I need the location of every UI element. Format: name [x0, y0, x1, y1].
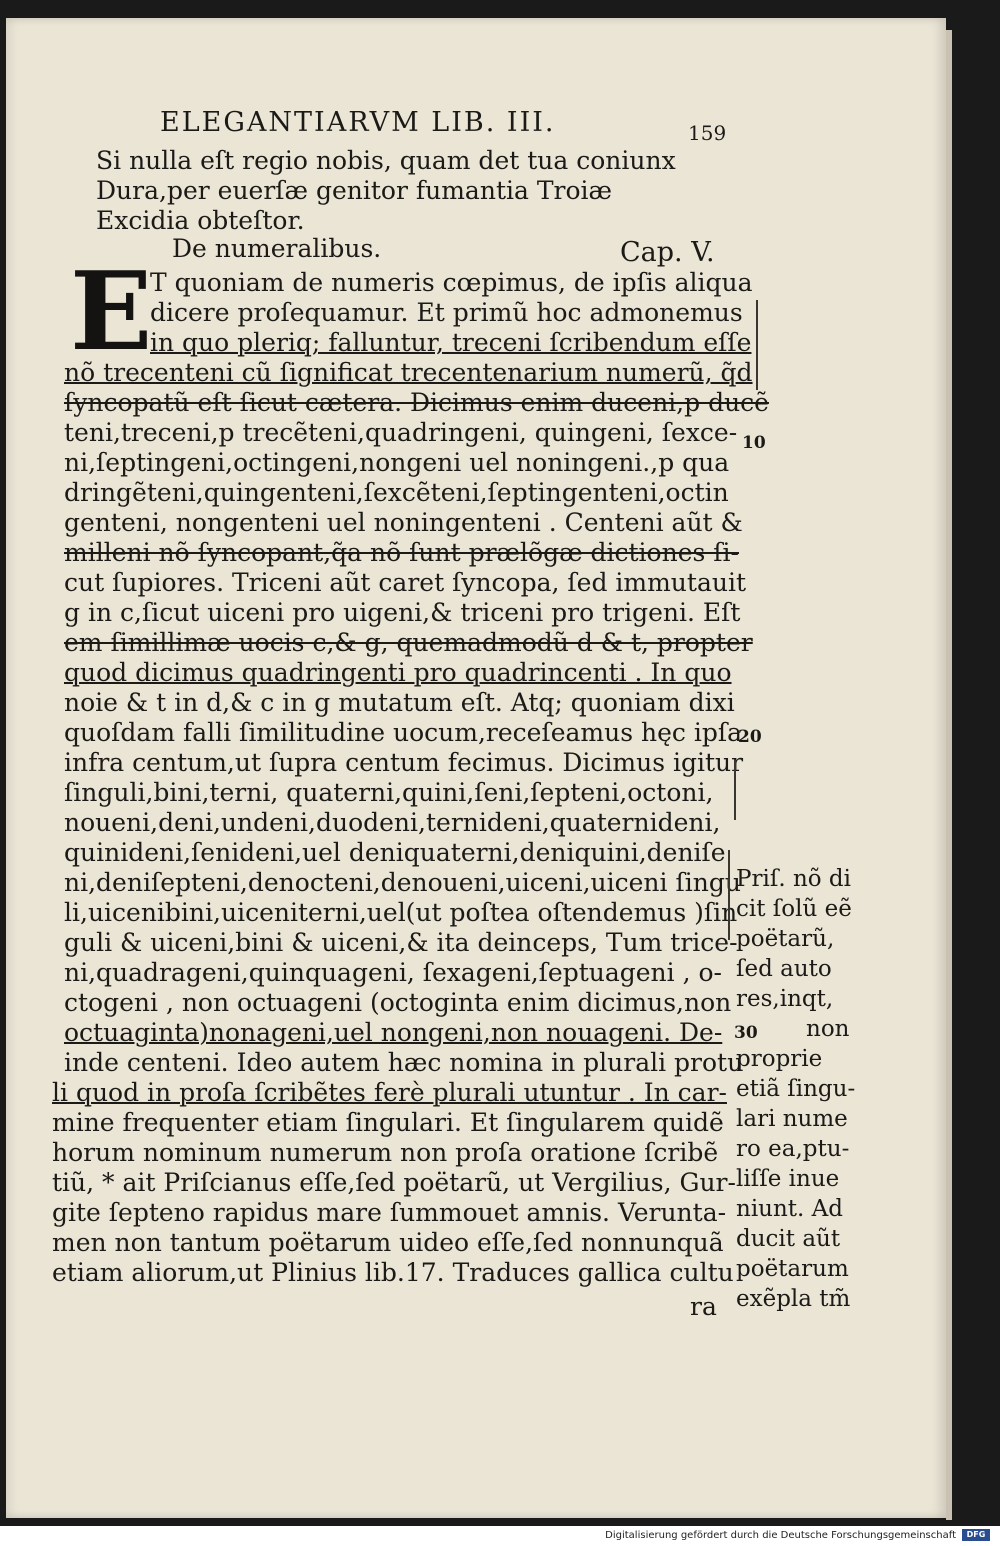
body-line: noueni,deni,undeni,duodeni,ternideni,quaternideni,	[64, 808, 721, 837]
body-line: teni,treceni,p trecẽteni,quadringeni, quingeni, ſexce-	[64, 418, 738, 447]
body-line: octuaginta)nonageni,uel nongeni,non nouageni. De-	[64, 1018, 723, 1047]
body-line: nõ trecenteni cũ ſignificat trecentenarium numerũ, q̃d	[64, 358, 753, 387]
margin-note-line: cit ſolũ eẽ	[736, 896, 852, 922]
body-line: ſinguli,bini,terni, quaterni,quini,ſeni,ſepteni,octoni,	[64, 778, 714, 807]
line-number: 10	[742, 433, 766, 453]
body-line: men non tantum poëtarum uideo eſſe,ſed nonnunquã	[52, 1228, 724, 1257]
body-line: tiũ, * ait Priſcianus eſſe,ſed poëtarũ, ut Vergilius, Gur-	[52, 1168, 736, 1197]
body-line: quoſdam falli ſimilitudine uocum,receſeamus hęc ipſa	[64, 718, 742, 747]
page-edge	[946, 30, 952, 1520]
body-line: g in c,ſicut uiceni pro uigeni,& triceni pro trigeni. Eſt	[64, 598, 741, 627]
margin-note-line: poëtarum	[736, 1256, 849, 1282]
margin-bracket	[728, 850, 730, 940]
margin-bracket	[734, 760, 736, 820]
body-line: in quo pleriq; falluntur, treceni ſcribendum eſſe	[150, 328, 752, 357]
body-line: li,uicenibini,uiceniterni,uel(ut poſtea oſtendemus )ſin	[64, 898, 738, 927]
margin-note-line: non	[806, 1016, 850, 1042]
catchword: ra	[690, 1292, 717, 1321]
body-line: gite ſepteno rapidus mare ſummouet amnis. Verunta-	[52, 1198, 727, 1227]
body-line: em ſimillimæ uocis c,& g, quemadmodũ d & t, propter	[64, 628, 753, 657]
line-number: 30	[734, 1023, 758, 1043]
body-line: infra centum,ut ſupra centum fecimus. Dicimus igitur	[64, 748, 744, 777]
body-line: noie & t in d,& c in g mutatum eſt. Atq; quoniam dixi	[64, 688, 735, 717]
body-line: ctogeni , non octuageni (octoginta enim dicimus,non	[64, 988, 732, 1017]
verse-line: Dura,per euerſæ genitor fumantia Troiæ	[96, 176, 613, 205]
margin-note-line: lari nume	[736, 1106, 848, 1132]
margin-note-line: niunt. Ad	[736, 1196, 843, 1222]
page-number: 159	[688, 121, 727, 145]
margin-note-line: proprie	[736, 1046, 823, 1072]
chapter-number: Cap. V.	[620, 237, 715, 268]
body-line: guli & uiceni,bini & uiceni,& ita deinceps, Tum trice-	[64, 928, 738, 957]
body-line: li quod in proſa ſcribẽtes ferè plurali utuntur . In car-	[52, 1078, 727, 1107]
margin-note-line: Priſ. nõ di	[736, 866, 852, 892]
margin-note-line: poëtarũ,	[736, 926, 835, 952]
margin-note-line: ſed auto	[736, 956, 832, 982]
margin-note-line: ducit aũt	[736, 1226, 841, 1252]
margin-bracket	[756, 300, 758, 390]
drop-cap: E	[70, 249, 153, 375]
body-line: quinideni,ſenideni,uel deniquaterni,deniquini,deniſe	[64, 838, 726, 867]
margin-note-line: ro ea,ptu-	[736, 1136, 850, 1162]
margin-note-line: exẽpla tm̃	[736, 1286, 851, 1312]
verse-line: Si nulla eſt regio nobis, quam det tua coniunx	[96, 146, 676, 175]
digitization-credit: Digitalisierung gefördert durch die Deutsche Forschungsgemeinschaft	[605, 1530, 956, 1541]
body-line: ni,ſeptingeni,octingeni,nongeni uel noningeni.,p qua	[64, 448, 730, 477]
body-line: ni,quadrageni,quinquageni, ſexageni,ſeptuageni , o-	[64, 958, 722, 987]
body-line: dicere proſequamur. Et primũ hoc admonemus	[150, 298, 743, 327]
body-line: genteni, nongenteni uel noningenteni . Centeni aũt &	[64, 508, 743, 537]
body-line: dringẽteni,quingenteni,ſexcẽteni,ſeptingenteni,octin	[64, 478, 729, 507]
line-number: 20	[738, 727, 762, 747]
margin-note-line: res,inqt,	[736, 986, 834, 1012]
body-line: inde centeni. Ideo autem hæc nomina in plurali protu	[64, 1048, 744, 1077]
margin-note-line: etiã ſingu-	[736, 1076, 856, 1102]
verse-line: Excidia obteſtor.	[96, 206, 305, 235]
chapter-title: De numeralibus.	[172, 234, 382, 263]
dfg-logo: DFG	[962, 1529, 990, 1541]
body-line: milleni nõ ſyncopant,q̃a nõ ſunt prælõgæ dictiones ſi-	[64, 538, 739, 567]
body-line: ſyncopatũ eſt ſicut cætera. Dicimus enim duceni,p ducẽ	[64, 388, 769, 417]
running-title: ELEGANTIARVM LIB. III.	[160, 107, 556, 138]
body-line: quod dicimus quadringenti pro quadrincenti . In quo	[64, 658, 732, 687]
body-line: T quoniam de numeris cœpimus, de ipſis aliqua	[150, 268, 753, 297]
body-line: horum nominum numerum non proſa oratione ſcribẽ	[52, 1138, 719, 1167]
body-line: etiam aliorum,ut Plinius lib.17. Traduces gallica cultu	[52, 1258, 734, 1287]
body-line: ni,deniſepteni,denocteni,denoueni,uiceni,uiceni ſingu	[64, 868, 741, 897]
body-line: mine frequenter etiam ſingulari. Et ſingularem quidẽ	[52, 1108, 724, 1137]
body-line: cut ſupiores. Triceni aũt caret ſyncopa, ſed immutauit	[64, 568, 747, 597]
margin-note-line: liſſe inue	[736, 1166, 840, 1192]
